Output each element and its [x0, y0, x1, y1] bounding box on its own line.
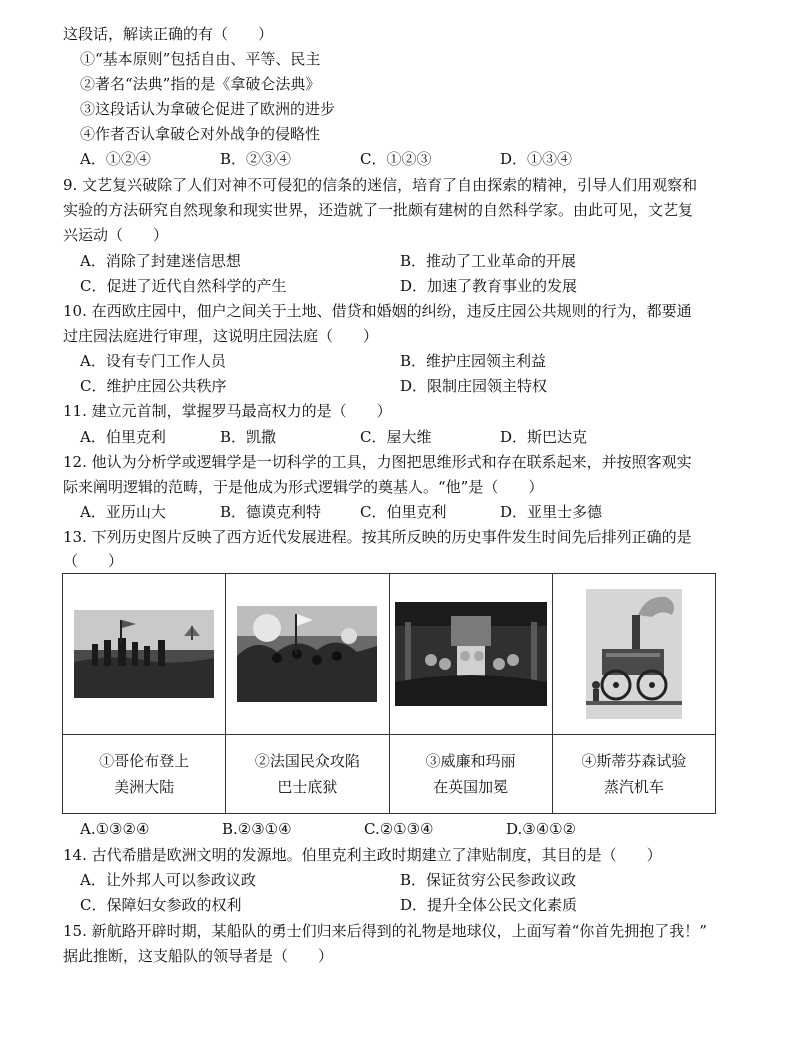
q15-line-2: 据此推断，这支船队的领导者是（ ）: [63, 947, 334, 965]
q8-options: [80, 149, 740, 169]
q13-caption-1: [63, 735, 226, 814]
q10-option-b[interactable]: B．维护庄园领主利益: [400, 352, 547, 370]
q14-option-a[interactable]: A．让外邦人可以参政议政: [80, 871, 256, 889]
caption-4-line-2: 蒸汽机车: [603, 778, 664, 796]
q10-options-row-2: [80, 376, 740, 396]
q8-item-2: ②著名“法典”指的是《拿破仑法典》: [80, 75, 321, 93]
q13-cell-image-2: [226, 574, 389, 735]
q13-caption-3: [389, 735, 552, 814]
q12-option-a[interactable]: A．亚历山大: [80, 503, 166, 521]
caption-1-line-2: 美洲大陆: [114, 778, 175, 796]
q8-item-4: ④作者否认拿破仑对外战争的侵略性: [80, 125, 321, 143]
q11-option-c[interactable]: C．屋大维: [360, 428, 432, 446]
q9-option-d[interactable]: D．加速了教育事业的发展: [400, 277, 578, 295]
q13-caption-4: [552, 735, 715, 814]
q11-option-d[interactable]: D．斯巴达克: [500, 428, 588, 446]
q15-line-1: 15. 新航路开辟时期，某船队的勇士们归来后得到的礼物是地球仪，上面写着“你首先拥抱了我！”: [63, 922, 707, 940]
q14-option-c[interactable]: C．保障妇女参政的权利: [80, 896, 242, 914]
q9-option-c[interactable]: C．促进了近代自然科学的产生: [80, 277, 287, 295]
q12-option-c[interactable]: C．伯里克利: [360, 503, 447, 521]
caption-4-line-1: ④斯蒂芬森试验: [581, 752, 687, 770]
q10-option-a[interactable]: A．设有专门工作人员: [80, 352, 226, 370]
q9-line-2: 实验的方法研究自然现象和现实世界，还造就了一批颇有建树的自然科学家。由此可见，文艺复: [63, 201, 694, 219]
q10-options-row-1: [80, 351, 740, 371]
q8-item-3: ③这段话认为拿破仑促进了欧洲的进步: [80, 100, 336, 118]
columbus-landing-image: [74, 610, 214, 698]
q8-stem: 这段话，解读正确的有（ ）: [63, 25, 274, 43]
q11-option-b[interactable]: B．凯撒: [220, 428, 277, 446]
q8-option-a[interactable]: A．①②④: [80, 150, 151, 168]
q13-option-c[interactable]: C.②①③④: [364, 820, 434, 838]
caption-2-line-1: ②法国民众攻陷: [254, 752, 360, 770]
q14-option-b[interactable]: B．保证贫穷公民参政议政: [400, 871, 577, 889]
q12-line-1: 12. 他认为分析学或逻辑学是一切科学的工具，力图把思维形式和存在联系起来，并按照客观实: [63, 453, 692, 471]
q13-option-d[interactable]: D.③④①②: [506, 820, 577, 838]
q10-line-2: 过庄园法庭进行审理，这说明庄园法庭（ ）: [63, 327, 379, 345]
q9-options-row-1: [80, 251, 740, 271]
q14-stem: 14. 古代希腊是欧洲文明的发源地。伯里克利主政时期建立了津贴制度，其目的是（ ）: [63, 846, 662, 864]
q8-option-d[interactable]: D．①③④: [500, 150, 573, 168]
q10-line-1: 10. 在西欧庄园中，佃户之间关于土地、借贷和婚姻的纠纷，违反庄园公共规则的行为，都要通: [63, 302, 692, 320]
q13-cell-image-3: [389, 574, 552, 735]
q11-stem: 11. 建立元首制，掌握罗马最高权力的是（ ）: [63, 402, 392, 420]
q10-option-c[interactable]: C．维护庄园公共秩序: [80, 377, 227, 395]
q12-option-d[interactable]: D．亚里士多德: [500, 503, 603, 521]
q8-option-b[interactable]: B．②③④: [220, 150, 292, 168]
q13-option-a[interactable]: A.①③②④: [80, 820, 150, 838]
q8-item-1: ①“基本原则”包括自由、平等、民主: [80, 50, 321, 68]
q11-option-a[interactable]: A．伯里克利: [80, 428, 166, 446]
stephenson-locomotive-image: [586, 589, 682, 719]
q9-option-a[interactable]: A．消除了封建迷信思想: [80, 252, 241, 270]
caption-2-line-2: 巴士底狱: [277, 778, 338, 796]
q9-options-row-2: [80, 276, 740, 296]
caption-1-line-1: ①哥伦布登上: [99, 752, 190, 770]
q14-options-row-2: [80, 895, 740, 915]
q14-option-d[interactable]: D．提升全体公民文化素质: [400, 896, 578, 914]
q13-picture-table: [62, 573, 716, 814]
q13-line-1: 13. 下列历史图片反映了西方近代发展进程。按其所反映的历史事件发生时间先后排列正确的是: [63, 528, 692, 546]
q12-option-b[interactable]: B．德谟克利特: [220, 503, 322, 521]
q13-cell-image-1: [63, 574, 226, 735]
caption-3-line-1: ③威廉和玛丽: [425, 752, 516, 770]
william-mary-coronation-image: [395, 602, 547, 706]
q13-option-b[interactable]: B.②③①④: [222, 820, 292, 838]
q8-option-c[interactable]: C．①②③: [360, 150, 432, 168]
q13-caption-2: [226, 735, 389, 814]
caption-3-line-2: 在英国加冕: [433, 778, 509, 796]
q13-line-2: （ ）: [63, 552, 124, 570]
q9-line-1: 9. 文艺复兴破除了人们对神不可侵犯的信条的迷信，培育了自由探索的精神，引导人们用观察和: [63, 176, 698, 194]
q12-line-2: 际来阐明逻辑的范畴，于是他成为形式逻辑学的奠基人。“他”是（ ）: [63, 478, 544, 496]
q10-option-d[interactable]: D．限制庄园领主特权: [400, 377, 548, 395]
q11-options: [80, 427, 740, 447]
q14-options-row-1: [80, 870, 740, 890]
q13-cell-image-4: [552, 574, 715, 735]
q12-options: [80, 502, 740, 522]
bastille-storming-image: [237, 606, 377, 702]
q9-option-b[interactable]: B．推动了工业革命的开展: [400, 252, 577, 270]
q9-line-3: 兴运动（ ）: [63, 226, 169, 244]
q13-options: [80, 819, 740, 839]
